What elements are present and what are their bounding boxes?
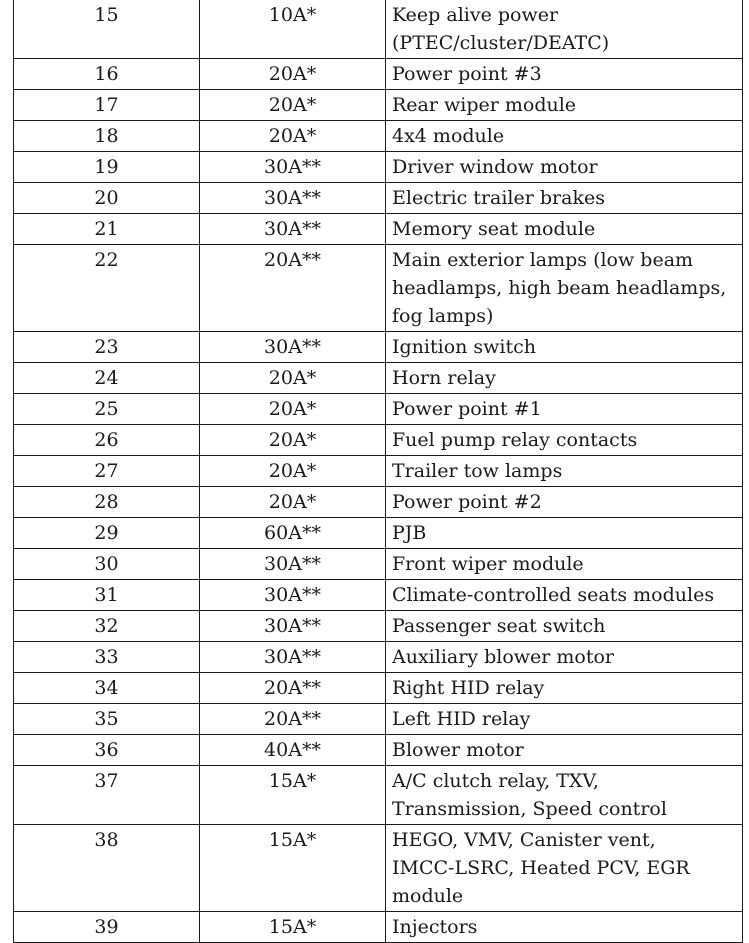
description-line: Main exterior lamps (low beam: [392, 249, 694, 271]
description-line: Electric trailer brakes: [392, 187, 605, 209]
description-line: Climate-controlled seats modules: [392, 584, 715, 606]
protected-component-cell: [386, 363, 743, 394]
fuse-rating-cell: 15A*: [200, 766, 386, 825]
protected-component-cell: [386, 611, 743, 642]
fuse-number-cell: 36: [14, 735, 200, 766]
fuse-number-cell: 18: [14, 121, 200, 152]
fuse-rating-cell: 20A*: [200, 59, 386, 90]
description-line: (PTEC/cluster/DEATC): [392, 32, 610, 54]
description-line: A/C clutch relay, TXV,: [392, 770, 599, 792]
protected-component-cell: [386, 332, 743, 363]
description-line: Horn relay: [392, 367, 496, 389]
fuse-rating-cell: 20A**: [200, 673, 386, 704]
fuse-number-cell: 27: [14, 456, 200, 487]
description-line: Driver window motor: [392, 156, 598, 178]
table-row: [14, 611, 743, 642]
fuse-rating-cell: 20A**: [200, 704, 386, 735]
description-line: Memory seat module: [392, 218, 596, 240]
fuse-rating-cell: 30A**: [200, 549, 386, 580]
fuse-rating-cell: 30A**: [200, 214, 386, 245]
protected-component-cell: [386, 704, 743, 735]
table-row: [14, 363, 743, 394]
fuse-number-cell: 31: [14, 580, 200, 611]
description-line: Ignition switch: [392, 336, 537, 358]
protected-component-cell: [386, 825, 743, 912]
protected-component-cell: [386, 673, 743, 704]
protected-component-cell: [386, 766, 743, 825]
fuse-rating-cell: 30A**: [200, 580, 386, 611]
table-row: [14, 59, 743, 90]
fuse-number-cell: 34: [14, 673, 200, 704]
protected-component-cell: [386, 518, 743, 549]
table-row: [14, 580, 743, 611]
protected-component-cell: [386, 642, 743, 673]
description-line: Left HID relay: [392, 708, 531, 730]
fuse-number-cell: 24: [14, 363, 200, 394]
protected-component-cell: [386, 183, 743, 214]
table-row: [14, 735, 743, 766]
description-line: fog lamps): [392, 305, 494, 327]
description-line: Blower motor: [392, 739, 524, 761]
fuse-rating-cell: 20A*: [200, 363, 386, 394]
table-row: [14, 912, 743, 943]
description-line: Transmission, Speed control: [392, 798, 667, 820]
fuse-number-cell: 28: [14, 487, 200, 518]
fuse-number-cell: 26: [14, 425, 200, 456]
fuse-number-cell: 30: [14, 549, 200, 580]
fuse-rating-cell: 40A**: [200, 735, 386, 766]
fuse-rating-cell: 20A*: [200, 90, 386, 121]
description-line: Fuel pump relay contacts: [392, 429, 638, 451]
fuse-number-cell: 20: [14, 183, 200, 214]
table-row: [14, 183, 743, 214]
fuse-rating-cell: 30A**: [200, 611, 386, 642]
protected-component-cell: [386, 487, 743, 518]
fuse-table-body: [14, 0, 743, 943]
table-row: [14, 152, 743, 183]
table-row: [14, 0, 743, 59]
protected-component-cell: [386, 580, 743, 611]
fuse-table: [13, 0, 743, 943]
protected-component-cell: [386, 245, 743, 332]
protected-component-cell: [386, 912, 743, 943]
description-line: Keep alive power: [392, 4, 559, 26]
fuse-rating-cell: 15A*: [200, 825, 386, 912]
fuse-number-cell: 19: [14, 152, 200, 183]
protected-component-cell: [386, 152, 743, 183]
fuse-rating-cell: 30A**: [200, 152, 386, 183]
protected-component-cell: [386, 394, 743, 425]
fuse-number-cell: 17: [14, 90, 200, 121]
description-line: module: [392, 885, 464, 907]
description-line: Right HID relay: [392, 677, 545, 699]
fuse-rating-cell: 30A**: [200, 642, 386, 673]
protected-component-cell: [386, 735, 743, 766]
protected-component-cell: [386, 59, 743, 90]
description-line: Power point #3: [392, 63, 542, 85]
table-row: [14, 766, 743, 825]
table-row: [14, 487, 743, 518]
table-row: [14, 456, 743, 487]
description-line: Rear wiper module: [392, 94, 577, 116]
description-line: Power point #2: [392, 491, 542, 513]
fuse-rating-cell: 20A*: [200, 487, 386, 518]
fuse-number-cell: 25: [14, 394, 200, 425]
fuse-number-cell: 29: [14, 518, 200, 549]
fuse-number-cell: 32: [14, 611, 200, 642]
description-line: 4x4 module: [392, 125, 505, 147]
table-row: [14, 704, 743, 735]
description-line: Front wiper module: [392, 553, 584, 575]
table-row: [14, 425, 743, 456]
fuse-rating-cell: 20A**: [200, 245, 386, 332]
table-row: [14, 825, 743, 912]
fuse-rating-cell: 30A**: [200, 183, 386, 214]
description-line: Injectors: [392, 916, 478, 938]
protected-component-cell: [386, 549, 743, 580]
fuse-rating-cell: 30A**: [200, 332, 386, 363]
description-line: IMCC-LSRC, Heated PCV, EGR: [392, 857, 690, 879]
table-row: [14, 394, 743, 425]
protected-component-cell: [386, 214, 743, 245]
table-row: [14, 121, 743, 152]
protected-component-cell: [386, 456, 743, 487]
table-row: [14, 245, 743, 332]
fuse-number-cell: 23: [14, 332, 200, 363]
table-row: [14, 673, 743, 704]
fuse-rating-cell: 20A*: [200, 425, 386, 456]
description-line: HEGO, VMV, Canister vent,: [392, 829, 656, 851]
table-row: [14, 214, 743, 245]
table-row: [14, 549, 743, 580]
fuse-number-cell: 22: [14, 245, 200, 332]
description-line: Trailer tow lamps: [392, 460, 563, 482]
description-line: Power point #1: [392, 398, 542, 420]
protected-component-cell: [386, 425, 743, 456]
fuse-number-cell: 16: [14, 59, 200, 90]
fuse-number-cell: 35: [14, 704, 200, 735]
description-line: headlamps, high beam headlamps,: [392, 277, 727, 299]
fuse-number-cell: 39: [14, 912, 200, 943]
protected-component-cell: [386, 121, 743, 152]
fuse-rating-cell: 20A*: [200, 121, 386, 152]
protected-component-cell: [386, 90, 743, 121]
table-row: [14, 642, 743, 673]
fuse-rating-cell: 10A*: [200, 0, 386, 59]
fuse-number-cell: 33: [14, 642, 200, 673]
fuse-rating-cell: 20A*: [200, 456, 386, 487]
fuse-rating-cell: 60A**: [200, 518, 386, 549]
table-row: [14, 90, 743, 121]
protected-component-cell: [386, 0, 743, 59]
fuse-rating-cell: 20A*: [200, 394, 386, 425]
fuse-number-cell: 15: [14, 0, 200, 59]
fuse-number-cell: 38: [14, 825, 200, 912]
table-row: [14, 332, 743, 363]
description-line: Auxiliary blower motor: [392, 646, 615, 668]
fuse-rating-cell: 15A*: [200, 912, 386, 943]
fuse-number-cell: 37: [14, 766, 200, 825]
description-line: Passenger seat switch: [392, 615, 606, 637]
description-line: PJB: [392, 522, 427, 544]
fuse-number-cell: 21: [14, 214, 200, 245]
table-row: [14, 518, 743, 549]
